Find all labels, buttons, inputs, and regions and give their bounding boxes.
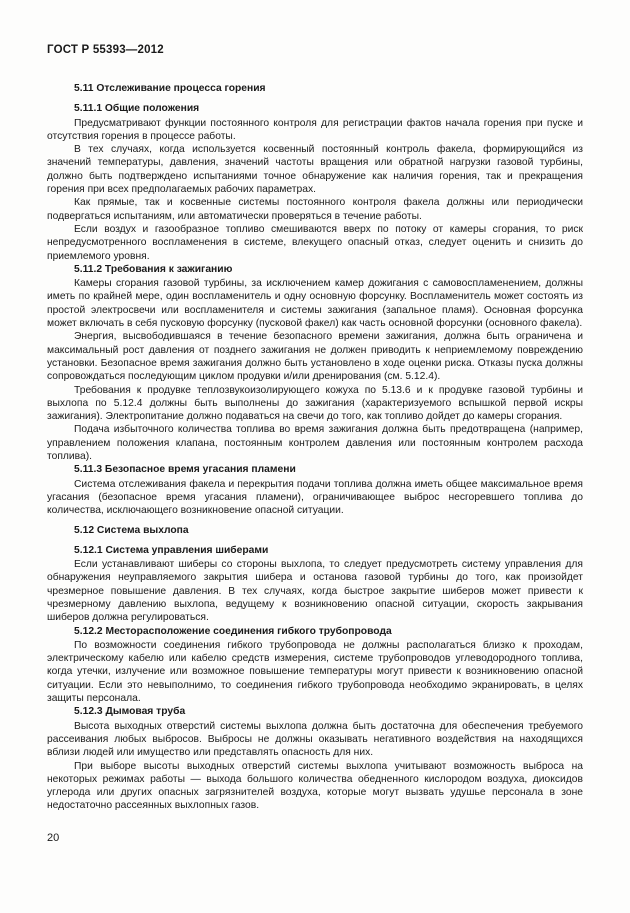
section-5-11-heading: 5.11 Отслеживание процесса горения (74, 83, 266, 94)
paragraph: Как прямые, так и косвенные системы постоянного контроля факела должны или периодически подвергаться испытаниям, или автоматически проверяться в течение работы. (47, 197, 583, 222)
paragraph: Если воздух и газообразное топливо смешиваются вверх по потоку от камеры сгорания, то риск непредусмотренного воспламенения в системе, влекущего опасный отказ, следует оценить и снизить до приемлемого уровня. (47, 223, 583, 262)
section-5-11-2-heading: 5.11.2 Требования к зажиганию (74, 263, 233, 275)
paragraph: Система отслеживания факела и перекрытия подачи топлива должна иметь общее максимальное время угасания (безопасное время угасания пламени), ограничивающее выброс несгоревшего топлива до количества, исключающего возникновение опасной ситуации. (47, 478, 583, 517)
paragraph: Подача избыточного количества топлива во время зажигания должна быть предотвращена (например, управлением положения клапана, постоянным контролем давления или постоянным контролем расхода топлива). (47, 424, 583, 463)
paragraph: Если устанавливают шиберы со стороны выхлопа, то следует предусмотреть систему управления для обнаружения неуправляемого закрытия шибера и останова газовой турбины до того, как произойдет чрезмерное повышение давления. В тех случаях, когда быстрое закрытие шиберов может привести к чрезмерному давлению выхлопа, ведущему к возникновению опасной ситуации, скорость закрывания шиберов должна регулироваться. (47, 559, 583, 624)
section-5-12-2-heading: 5.12.2 Месторасположение соединения гибкого трубопровода (74, 625, 392, 637)
paragraph: Высота выходных отверстий системы выхлопа должна быть достаточна для обеспечения требуемого рассеивания любых выбросов. Выбросы не должны оказывать негативного воздействия на находящихся вблизи людей или имущество или представлять опасность для них. (47, 720, 583, 759)
document-header: ГОСТ Р 55393—2012 (47, 44, 164, 56)
paragraph: Камеры сгорания газовой турбины, за исключением камер дожигания с самовоспламенением, должны иметь по крайней мере, один воспламенитель и одну основную форсунку. Воспламенитель может состоять из простой электросвечи или воспламенителя и системы зажигания (запальное пламя). Основная форсунка может включать в себя пусковую форсунку (пусковой факел) как часть основной форсунки (основного факела). (47, 278, 583, 330)
paragraph: При выборе высоты выходных отверстий системы выхлопа учитывают возможность выброса на некоторых режимах работы — выхода большого количества обедненного кислородом воздуха, диоксидов углерода или других опасных загрязнителей воздуха, которые могут вызвать удушье персонала в зоне недостаточно рассеянных выхлопных газов. (47, 760, 583, 812)
page-number: 20 (47, 832, 60, 844)
section-5-11-3-heading: 5.11.3 Безопасное время угасания пламени (74, 464, 296, 476)
section-5-12-1-heading: 5.12.1 Система управления шиберами (74, 544, 269, 556)
document-body (47, 81, 583, 813)
section-5-12-3-heading: 5.12.3 Дымовая труба (74, 706, 186, 718)
paragraph: По возможности соединения гибкого трубопровода не должны располагаться близко к проходам, электрическому кабелю или кабелю средств измерения, системе трубопроводов углеводородного топлива, когда утечки, излучение или возможное повышение температуры могут привести к возникновению опасной ситуации. Если это невыполнимо, то соединения гибкого трубопровода необходимо экранировать, в целях защиты персонала. (47, 639, 583, 705)
section-5-11-1-heading: 5.11.1 Общие положения (74, 103, 200, 115)
section-5-12-heading: 5.12 Система выхлопа (74, 524, 189, 536)
paragraph: Энергия, высвободившаяся в течение безопасного времени зажигания, должна быть ограничена и максимальный рост давления от позднего зажигания не должен приводить к неприемлемому повреждению установки. Безопасное время зажигания должно быть установлено в ходе оценки риска. Отказы пуска должны сопровождаться последующим циклом продувки и/или дренирования (см. 5.12.4). (47, 331, 583, 383)
paragraph: Требования к продувке теплозвукоизолирующего кожуха по 5.13.6 и к продувке газовой турбины и выхлопа по 5.12.4 должны быть выполнены до зажигания (характеризуемого вспышкой первой искры зажигания). Электропитание должно подаваться на свечи до того, как топливо дойдет до камеры сгорания. (47, 384, 583, 423)
paragraph: Предусматривают функции постоянного контроля для регистрации фактов начала горения при пуске и отсутствия горения в процессе работы. (47, 117, 583, 142)
paragraph: В тех случаях, когда используется косвенный постоянный контроль факела, формирующийся из значений температуры, давления, значений частоты вращения или обратной нагрузки газовой турбины, должно быть подтверждено испытаниями точное обнаружение как наличия горения, так и прекращения горения при всех предполагаемых рабочих параметрах. (47, 144, 583, 196)
